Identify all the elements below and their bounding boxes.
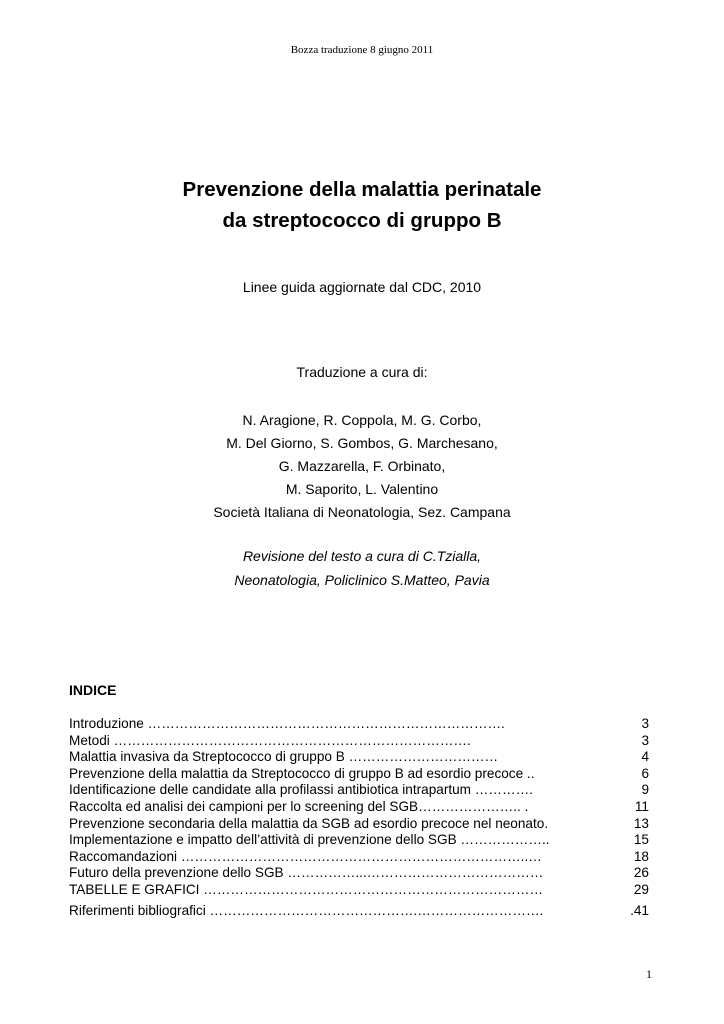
toc-entry-page: 4: [641, 749, 649, 765]
toc-entry-title: Prevenzione secondaria della malattia da SGB ad esordio precoce nel neonato.: [69, 815, 549, 831]
toc-entry-title: Metodi …………………………………………………………………….: [69, 732, 471, 748]
toc-entry-title: Raccomandazioni …………………………………………………………………..…: [69, 848, 542, 864]
toc-entry-page: 15: [633, 832, 649, 848]
authors-line: N. Aragione, R. Coppola, M. G. Corbo,: [242, 412, 482, 428]
toc-entry-page: 29: [633, 881, 649, 897]
revision-line-1: Revisione del testo a cura di C.Tzialla,: [242, 548, 482, 564]
society-line: Società Italiana di Neonatologia, Sez. Campana: [213, 504, 511, 520]
authors-block: [0, 409, 724, 524]
document-subtitle: Linee guida aggiornate dal CDC, 2010: [242, 279, 482, 295]
toc-entry[interactable]: [69, 865, 649, 882]
draft-header: Bozza traduzione 8 giugno 2011: [290, 44, 434, 56]
translation-label: Traduzione a cura di:: [296, 364, 428, 380]
toc-entry[interactable]: [69, 816, 649, 833]
toc-entry-page: 18: [633, 848, 649, 864]
title-line-1: Prevenzione della malattia perinatale: [182, 178, 542, 201]
page-number: 1: [646, 967, 652, 981]
toc-entry-page: 3: [641, 732, 649, 748]
toc-entry[interactable]: [69, 882, 649, 899]
toc-entry-title: Raccolta ed analisi dei campioni per lo screening del SGB………………….. .: [69, 798, 529, 814]
title-line-2: da streptococco di gruppo B: [222, 209, 502, 232]
toc-entry-page: 3: [641, 716, 649, 731]
authors-line: M. Saporito, L. Valentino: [285, 481, 439, 497]
revision-line-2: Neonatologia, Policlinico S.Matteo, Pavia: [234, 571, 490, 588]
index-heading: INDICE: [69, 682, 117, 698]
authors-line: M. Del Giorno, S. Gombos, G. Marchesano,: [226, 435, 498, 451]
toc-entry[interactable]: [69, 849, 649, 866]
toc-entry-page: 6: [641, 765, 649, 781]
toc-entry[interactable]: [69, 799, 649, 816]
toc-entry-page: .41: [630, 902, 649, 918]
toc-entry[interactable]: [69, 782, 649, 799]
toc-entry-page: 26: [633, 865, 649, 881]
toc-entry-title: TABELLE E GRAFICI …………………………………………………………………: [69, 881, 544, 897]
document-title: [0, 174, 724, 236]
toc-entry-title: Identificazione delle candidate alla profilassi antibiotica intrapartum ………….: [69, 782, 533, 798]
revision-block: [0, 545, 724, 592]
toc-entry-page: 9: [641, 782, 649, 798]
toc-entry-title: Introduzione …………………………………………………………………….: [69, 716, 505, 731]
table-of-contents: [69, 716, 649, 919]
toc-entry[interactable]: [69, 766, 649, 783]
authors-line: G. Mazzarella, F. Orbinato,: [278, 458, 446, 474]
toc-entry-title: Implementazione e impatto dell’attività di prevenzione dello SGB ………………..: [69, 832, 550, 848]
toc-entry[interactable]: [69, 716, 649, 733]
toc-entry[interactable]: [69, 832, 649, 849]
toc-entry-title: Futuro della prevenzione dello SGB ……………...…………………………………: [69, 865, 544, 881]
toc-entry-page: 11: [634, 798, 649, 814]
toc-entry-page: 13: [633, 815, 649, 831]
toc-entry-title: Malattia invasiva da Streptococco di gruppo B ……………………………: [69, 749, 499, 765]
toc-entry-title: Riferimenti bibliografici ……………………………………….……………………….: [69, 902, 544, 918]
toc-entry[interactable]: [69, 903, 649, 920]
toc-entry-title: Prevenzione della malattia da Streptococco di gruppo B ad esordio precoce ..: [69, 765, 535, 781]
toc-entry[interactable]: [69, 749, 649, 766]
toc-entry[interactable]: [69, 733, 649, 750]
